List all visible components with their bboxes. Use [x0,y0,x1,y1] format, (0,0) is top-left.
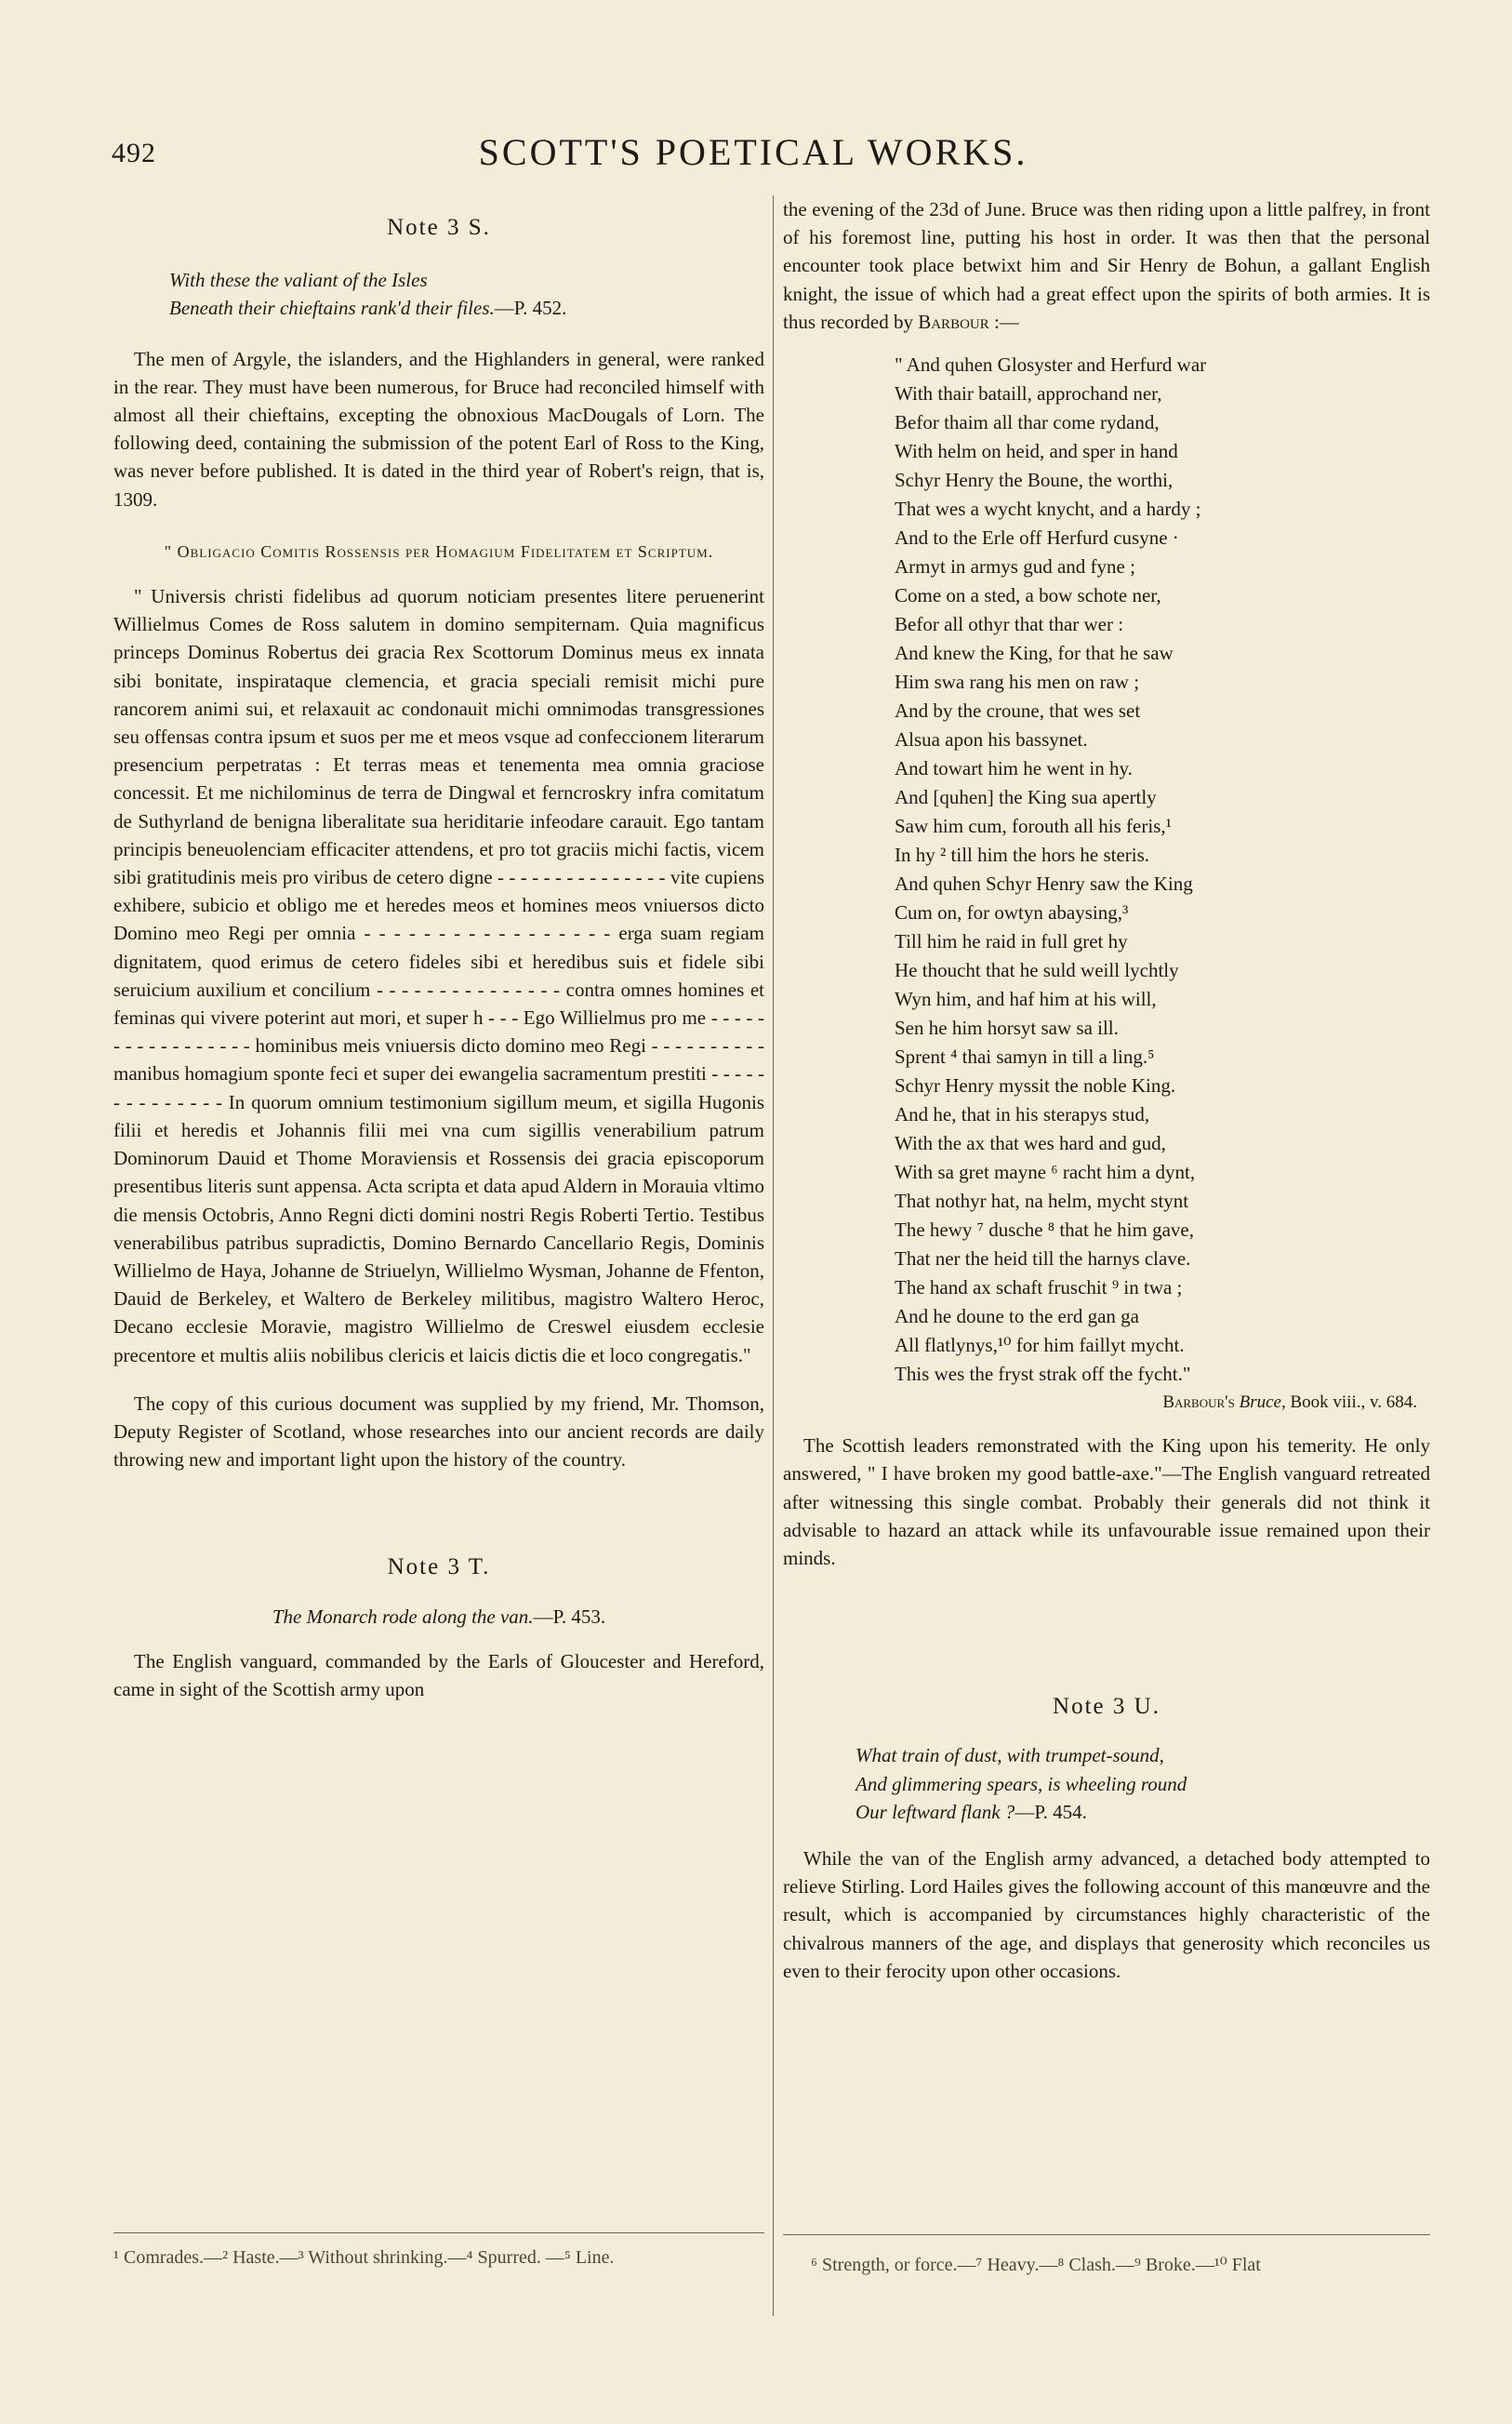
note-3s-epigraph [169,266,764,322]
poem-line: He thoucht that he suld weill lychtly [895,959,1179,982]
footnote-rule [113,2232,764,2233]
poem-line: With thair bataill, approchand ner, [895,382,1162,406]
poem-line: And [quhen] the King sua apertly [895,786,1157,809]
page-reference: —P. 453. [533,1605,606,1628]
poem-line: Sprent ⁴ thai samyn in till a ling.⁵ [895,1046,1155,1069]
poem-line: Wyn him, and haf him at his will, [895,988,1157,1011]
epigraph-line: The Monarch rode along the van. [272,1605,534,1628]
latin-document-body: " Universis christi fidelibus ad quorum noticiam presentes litere peruenerint Willielmus Comes de Ross salutem in domino sempiternam. Quia magnificus princeps Dominus Robertus dei gracia Rex Scottorum Dominus meus ex innata sibi bonitate, inspirataque clemencia, et gracia speciali remisit michi pure rancorem animi sui, et relaxauit ac condonauit michi omnimodas transgressiones seu offensas contra ipsum et suos per me et meos vsque ad confeccionem literarum presencium perpetratas : Et terras meas et tenementa mea omnia graciose concessit. Et me nichilominus de terra de Dingwal et ferncroskry infra comitatum de Suthyrland de benigna liberalitate sua heriditarie infeodare carauit. Ego tantam principis beneuolenciam efficaciter attendens, et pro tot graciis michi factis, vicem sibi gratitudinis meis pro viribus de cetero digne - - - - - - - - - - - - - - - vite cupiens exhibere, subicio et obligo me et heredes meos et homines meos vniuersos dicto Domino meo Regi per omnia - - - - - - - - - - - - - - - - - erga suam regiam dignitatem, quod erimus de cetero fideles sibi et heredibus suis et fidele sibi seruicium auxilium et concilium - - - - - - - - - - - - - - - contra omnes homines et feminas qui vivere poterint aut mori, et super h - - - Ego Willielmus pro me - - - - - - - - - - - - - - - - - hominibus meis vniuersis dicto domino meo Regi - - - - - - - - - - manibus homagium sponte feci et super dei ewangelia sacramentum prestiti - - - - - - - - - - - - - - In quorum omnium testimonium sigillum meum, et sigilla Hugonis filii et heredis et Johannis filii mei vna cum sigillis venerabilium patrum Dominorum Dauid et Thome Moraviensis et Rossensis dei gracia episcoporum presentibus literis sunt appensa. Acta scripta et data apud Aldern in Morauia vltimo die mensis Octobris, Anno Regni dicti domini nostri Regis Roberti Tertio. Testibus venerabilibus patribus supradictis, Domino Bernardo Cancellario Regis, Dominis Willielmo de Haya, Johanne de Striuelyn, Willielmo Wysman, Johanne de Ffenton, Dauid de Berkeley, et Waltero de Berkeley militibus, magistro Waltero Heroc, Decano ecclesie Moravie, magistro Willielmo de Creswel eiusdem ecclesie precentore et multis aliis nobilibus clericis et laicis dictis die et loco congregatis." [113,585,764,1366]
poem-citation [783,1389,1430,1417]
epigraph-line: What train of dust, with trumpet-sound, [855,1744,1164,1767]
poem-line: Befor thaim all thar come rydand, [895,411,1160,434]
body-paragraph: The men of Argyle, the islanders, and the Highlanders in general, were ranked in the rear. They must have been numerous, for Bruce had reconciled himself with almost all their chieftains, excepting the obnoxious MacDougals of Lorn. The following deed, containing the submission of the potent Earl of Ross to the King, was never before published. It is dated in the third year of Robert's reign, that is, 1309. [113,347,764,511]
poem-line: Alsua apon his bassynet. [895,728,1088,752]
note-3u-epigraph [855,1741,1430,1826]
poem-line: And knew the King, for that he saw [895,642,1174,665]
running-title: SCOTT'S POETICAL WORKS. [478,131,1028,173]
note-3u-heading: Note 3 U. [1053,1694,1161,1720]
poem-line: And to the Erle off Herfurd cusyne · [895,526,1179,550]
body-paragraph: The English vanguard, commanded by the Earls of Gloucester and Hereford, came in sight of the Scottish army upon [113,1649,764,1700]
body-paragraph: While the van of the English army advanced, a detached body attempted to relieve Stirling. Lord Hailes gives the following account of this manœuvre and the result, which is accompanied by circumstances highly characteristic of the chivalrous manners of the age, and displays that generosity which reconciles us even to their ferocity upon other occasions. [783,1847,1430,1982]
poem-line: All flatlynys,¹⁰ for him faillyt mycht. [895,1334,1185,1357]
citation-work: Bruce, [1239,1392,1286,1413]
poem-line: The hewy ⁷ dusche ⁸ that he him gave, [895,1219,1194,1242]
body-paragraph: The copy of this curious document was supplied by my friend, Mr. Thomson, Deputy Register of Scotland, whose researches into our ancient records are daily throwing new and important light upon the history of the country. [113,1392,764,1472]
poem-line: And by the croune, that wes set [895,699,1141,723]
poem-line: With helm on heid, and sper in hand [895,440,1178,463]
note-3t-heading: Note 3 T. [387,1554,491,1580]
page-number: 492 [112,138,156,168]
body-paragraph: The Scottish leaders remonstrated with the King upon his temerity. He only answered, " I have broken my good battle-axe."—The English vanguard retreated after witnessing this single combat. Probably their generals did not think it advisable to hazard an attack while its unfavourable issue remained upon their minds. [783,1434,1430,1570]
footnotes-right: ⁶ Strength, or force.—⁷ Heavy.—⁸ Clash.—⁹ Broke.—¹⁰ Flat [811,2255,1261,2275]
poem-line: And he doune to the erd gan ga [895,1305,1140,1328]
right-column [783,195,1430,1985]
column-divider [773,195,774,2316]
poem-line: With the ax that wes hard and gud, [895,1132,1166,1155]
left-column [113,195,764,1703]
poem-line: The hand ax schaft fruschit ⁹ in twa ; [895,1276,1183,1299]
poem-line: Saw him cum, forouth all his feris,¹ [895,815,1172,838]
barbour-poem [895,351,1430,1389]
poem-line: Schyr Henry myssit the noble King. [895,1074,1176,1098]
epigraph-line: With these the valiant of the Isles [169,269,428,292]
epigraph-line: And glimmering spears, is wheeling round [855,1772,1187,1795]
body-paragraph: the evening of the 23d of June. Bruce was then riding upon a little palfrey, in front of his foremost line, putting his host in order. It was then that the personal encounter took place betwixt him and Sir Henry de Bohun, a gallant English knight, the issue of which had a great effect upon the spirits of both armies. It is thus recorded by [783,198,1430,333]
note-3t [113,1553,764,1703]
poem-line: Sen he him horsyt saw sa ill. [895,1017,1119,1040]
poem-line: Him swa rang his men on raw ; [895,671,1140,694]
poem-line: And he, that in his sterapys stud, [895,1103,1150,1126]
poem-line: That wes a wycht knycht, and a hardy ; [895,498,1201,521]
punctuation: :— [988,310,1019,333]
poem-line: That ner the heid till the harnys clave. [895,1247,1191,1271]
poem-line: Till him he raid in full gret hy [895,930,1128,953]
poem-line: And quhen Schyr Henry saw the King [895,872,1193,896]
author-name: Barbour [918,310,989,333]
poem-line: That nothyr hat, na helm, mycht stynt [895,1190,1189,1213]
page-reference: —P. 452. [494,297,567,320]
note-3s [113,214,764,1473]
poem-line: With sa gret mayne ⁶ racht him a dynt, [895,1161,1196,1184]
epigraph-line: Our leftward flank ? [855,1800,1015,1823]
poem-line: " And quhen Glosyster and Herfurd war [895,353,1207,377]
latin-document-title: " Obligacio Comitis Rossensis per Homagium Fidelitatem et Scriptum. [164,541,714,561]
page-reference: —P. 454. [1015,1800,1087,1823]
poem-line: This wes the fryst strak off the fycht." [895,1363,1191,1386]
poem-line: In hy ² till him the hors he steris. [895,844,1150,867]
poem-line: Armyt in armys gud and fyne ; [895,555,1135,579]
poem-line: And towart him he went in hy. [895,757,1133,780]
poem-line: Befor all othyr that thar wer : [895,613,1124,636]
footnote-rule [783,2234,1430,2235]
poem-line: Schyr Henry the Boune, the worthi, [895,469,1174,492]
note-3s-heading: Note 3 S. [387,215,491,240]
citation-author: Barbour's [1162,1392,1235,1413]
page-header [0,130,1512,177]
poem-line: Come on a sted, a bow schote ner, [895,584,1161,607]
citation-reference: Book viii., v. 684. [1285,1392,1417,1413]
note-3u [783,1693,1430,1985]
epigraph-line: Beneath their chieftains rank'd their files. [169,297,495,320]
footnotes-left: ¹ Comrades.—² Haste.—³ Without shrinking.—⁴ Spurred. —⁵ Line. [113,2247,615,2268]
poem-line: Cum on, for owtyn abaysing,³ [895,901,1129,925]
